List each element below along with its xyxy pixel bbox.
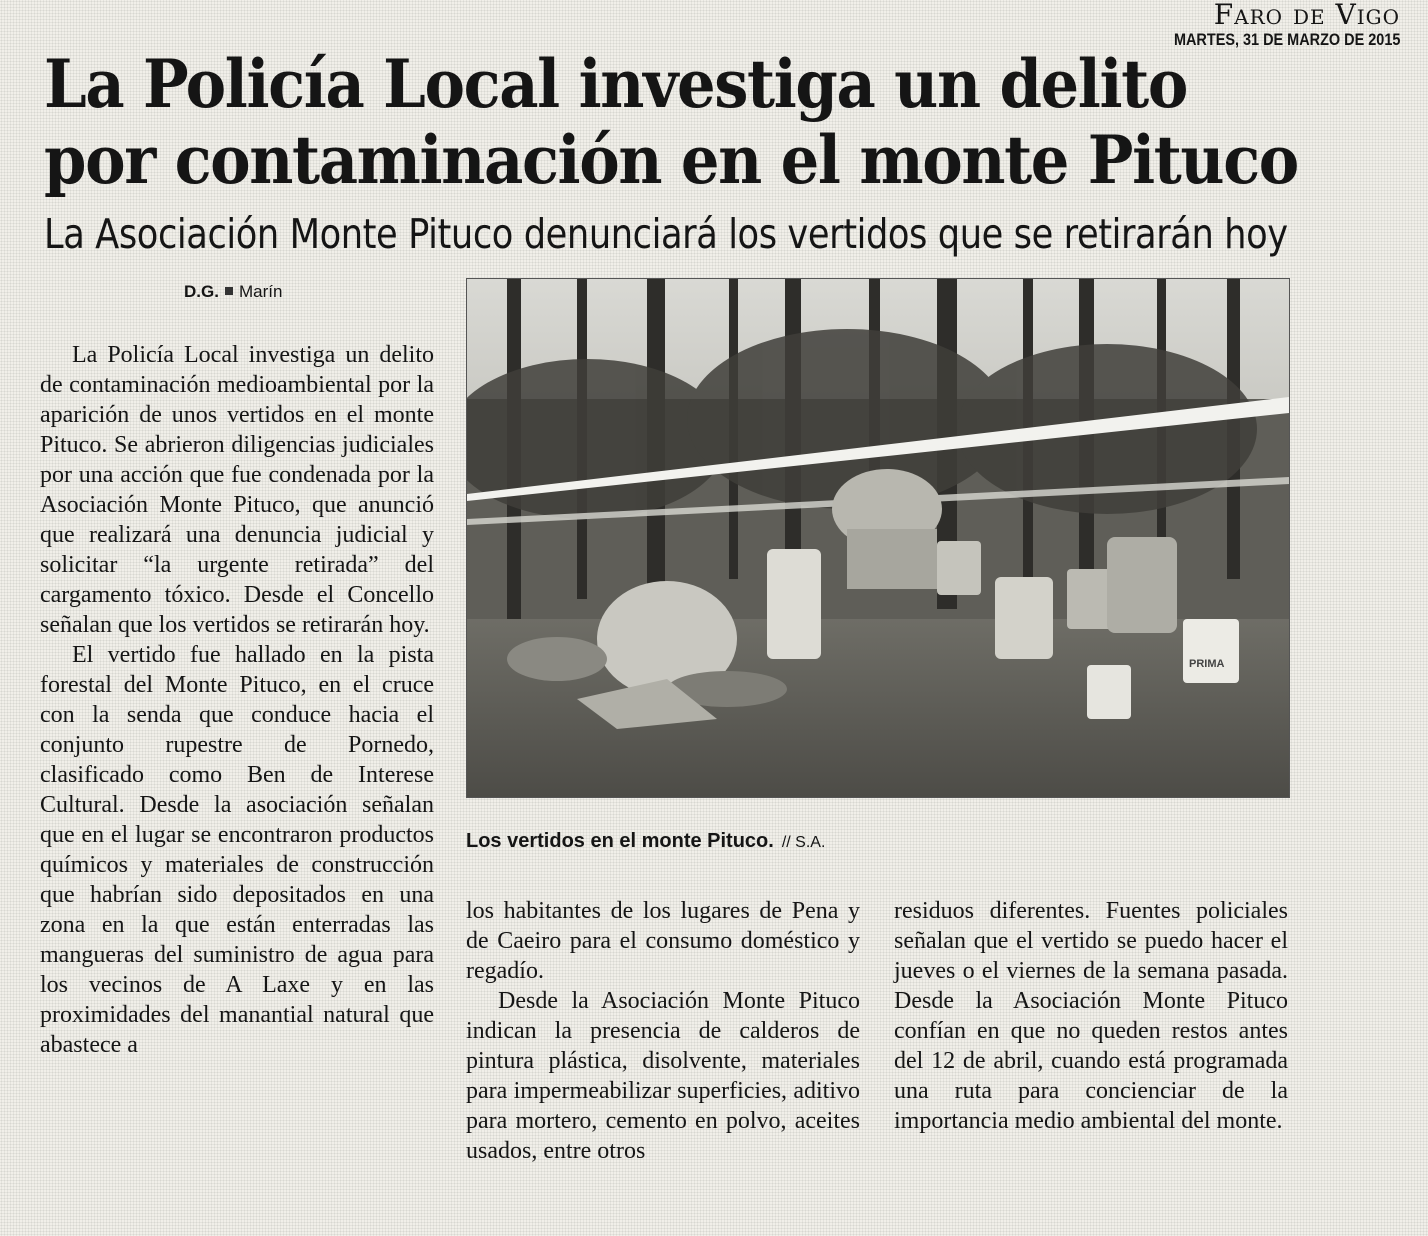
column3-paragraph-1: residuos diferentes. Fuentes policiales señalan que el vertido se puedo hacer el jueves o el viernes de la semana pasada. Desde la Asociación Monte Pituco confían en que no queden restos antes del 12 de abril, cuando está programada una ruta para concienciar de la importancia medio ambiental del monte.: [894, 898, 1288, 1134]
byline: [184, 282, 282, 302]
column1-paragraph-2: El vertido fue hallado en la pista forestal del Monte Pituco, en el cruce con la senda que conduce hacia el conjunto rupestre de Pornedo, clasificado como Ben de Interese Cultural. Desde la asociación señalan que en el lugar se encontraron productos químicos y materiales de construcción que habrían sido depositados en una zona en la que están enterradas las mangueras del suministro de agua para los vecinos de A Laxe y en las proximidades del manantial natural que abastece a: [40, 642, 434, 1058]
photo-forest-dump-scene: [467, 279, 1289, 797]
byline-author: D.G.: [184, 282, 219, 301]
photo-caption: [466, 830, 825, 853]
article-column-3: [894, 896, 1288, 1136]
column1-paragraph-1: La Policía Local investiga un delito de contaminación medioambiental por la aparición de unos vertidos en el monte Pituco. Se abrieron diligencias judiciales por una acción que fue condenada por la Asociación Monte Pituco, que anunció que realizará una denuncia judicial y solicitar “la urgente retirada” del cargamento tóxico. Desde el Concello señalan que los vertidos se retirarán hoy.: [40, 342, 434, 638]
article-photo: [466, 278, 1290, 798]
publication-date: MARTES, 31 DE MARZO DE 2015: [1173, 30, 1400, 49]
subheadline: La Asociación Monte Pituco denunciará los vertidos que se retirarán hoy: [44, 210, 1288, 258]
column2-paragraph-2: Desde la Asociación Monte Pituco indican la presencia de calderos de pintura plástica, disolvente, materiales para impermeabilizar superficies, aditivo para mortero, cemento en polvo, aceites usados, entre otros: [466, 988, 860, 1164]
column2-paragraph-1: los habitantes de los lugares de Pena y de Caeiro para el consumo doméstico y regadío.: [466, 898, 860, 984]
article-column-2: [466, 896, 860, 1166]
masthead: [1134, 0, 1400, 50]
headline-line-1: La Policía Local investiga un delito: [44, 45, 1187, 123]
photo-credit: // S.A.: [781, 834, 826, 851]
byline-separator: [225, 287, 233, 295]
article-column-1: [40, 340, 434, 1060]
newspaper-name: Faro de Vigo: [1213, 0, 1400, 31]
headline-line-2: por contaminación en el monte Pituco: [44, 121, 1298, 199]
headline: [44, 46, 1298, 198]
photo-caption-text: Los vertidos en el monte Pituco.: [466, 830, 774, 852]
photo-bucket-label: PRIMA: [1189, 658, 1225, 670]
byline-location: Marín: [238, 282, 283, 301]
